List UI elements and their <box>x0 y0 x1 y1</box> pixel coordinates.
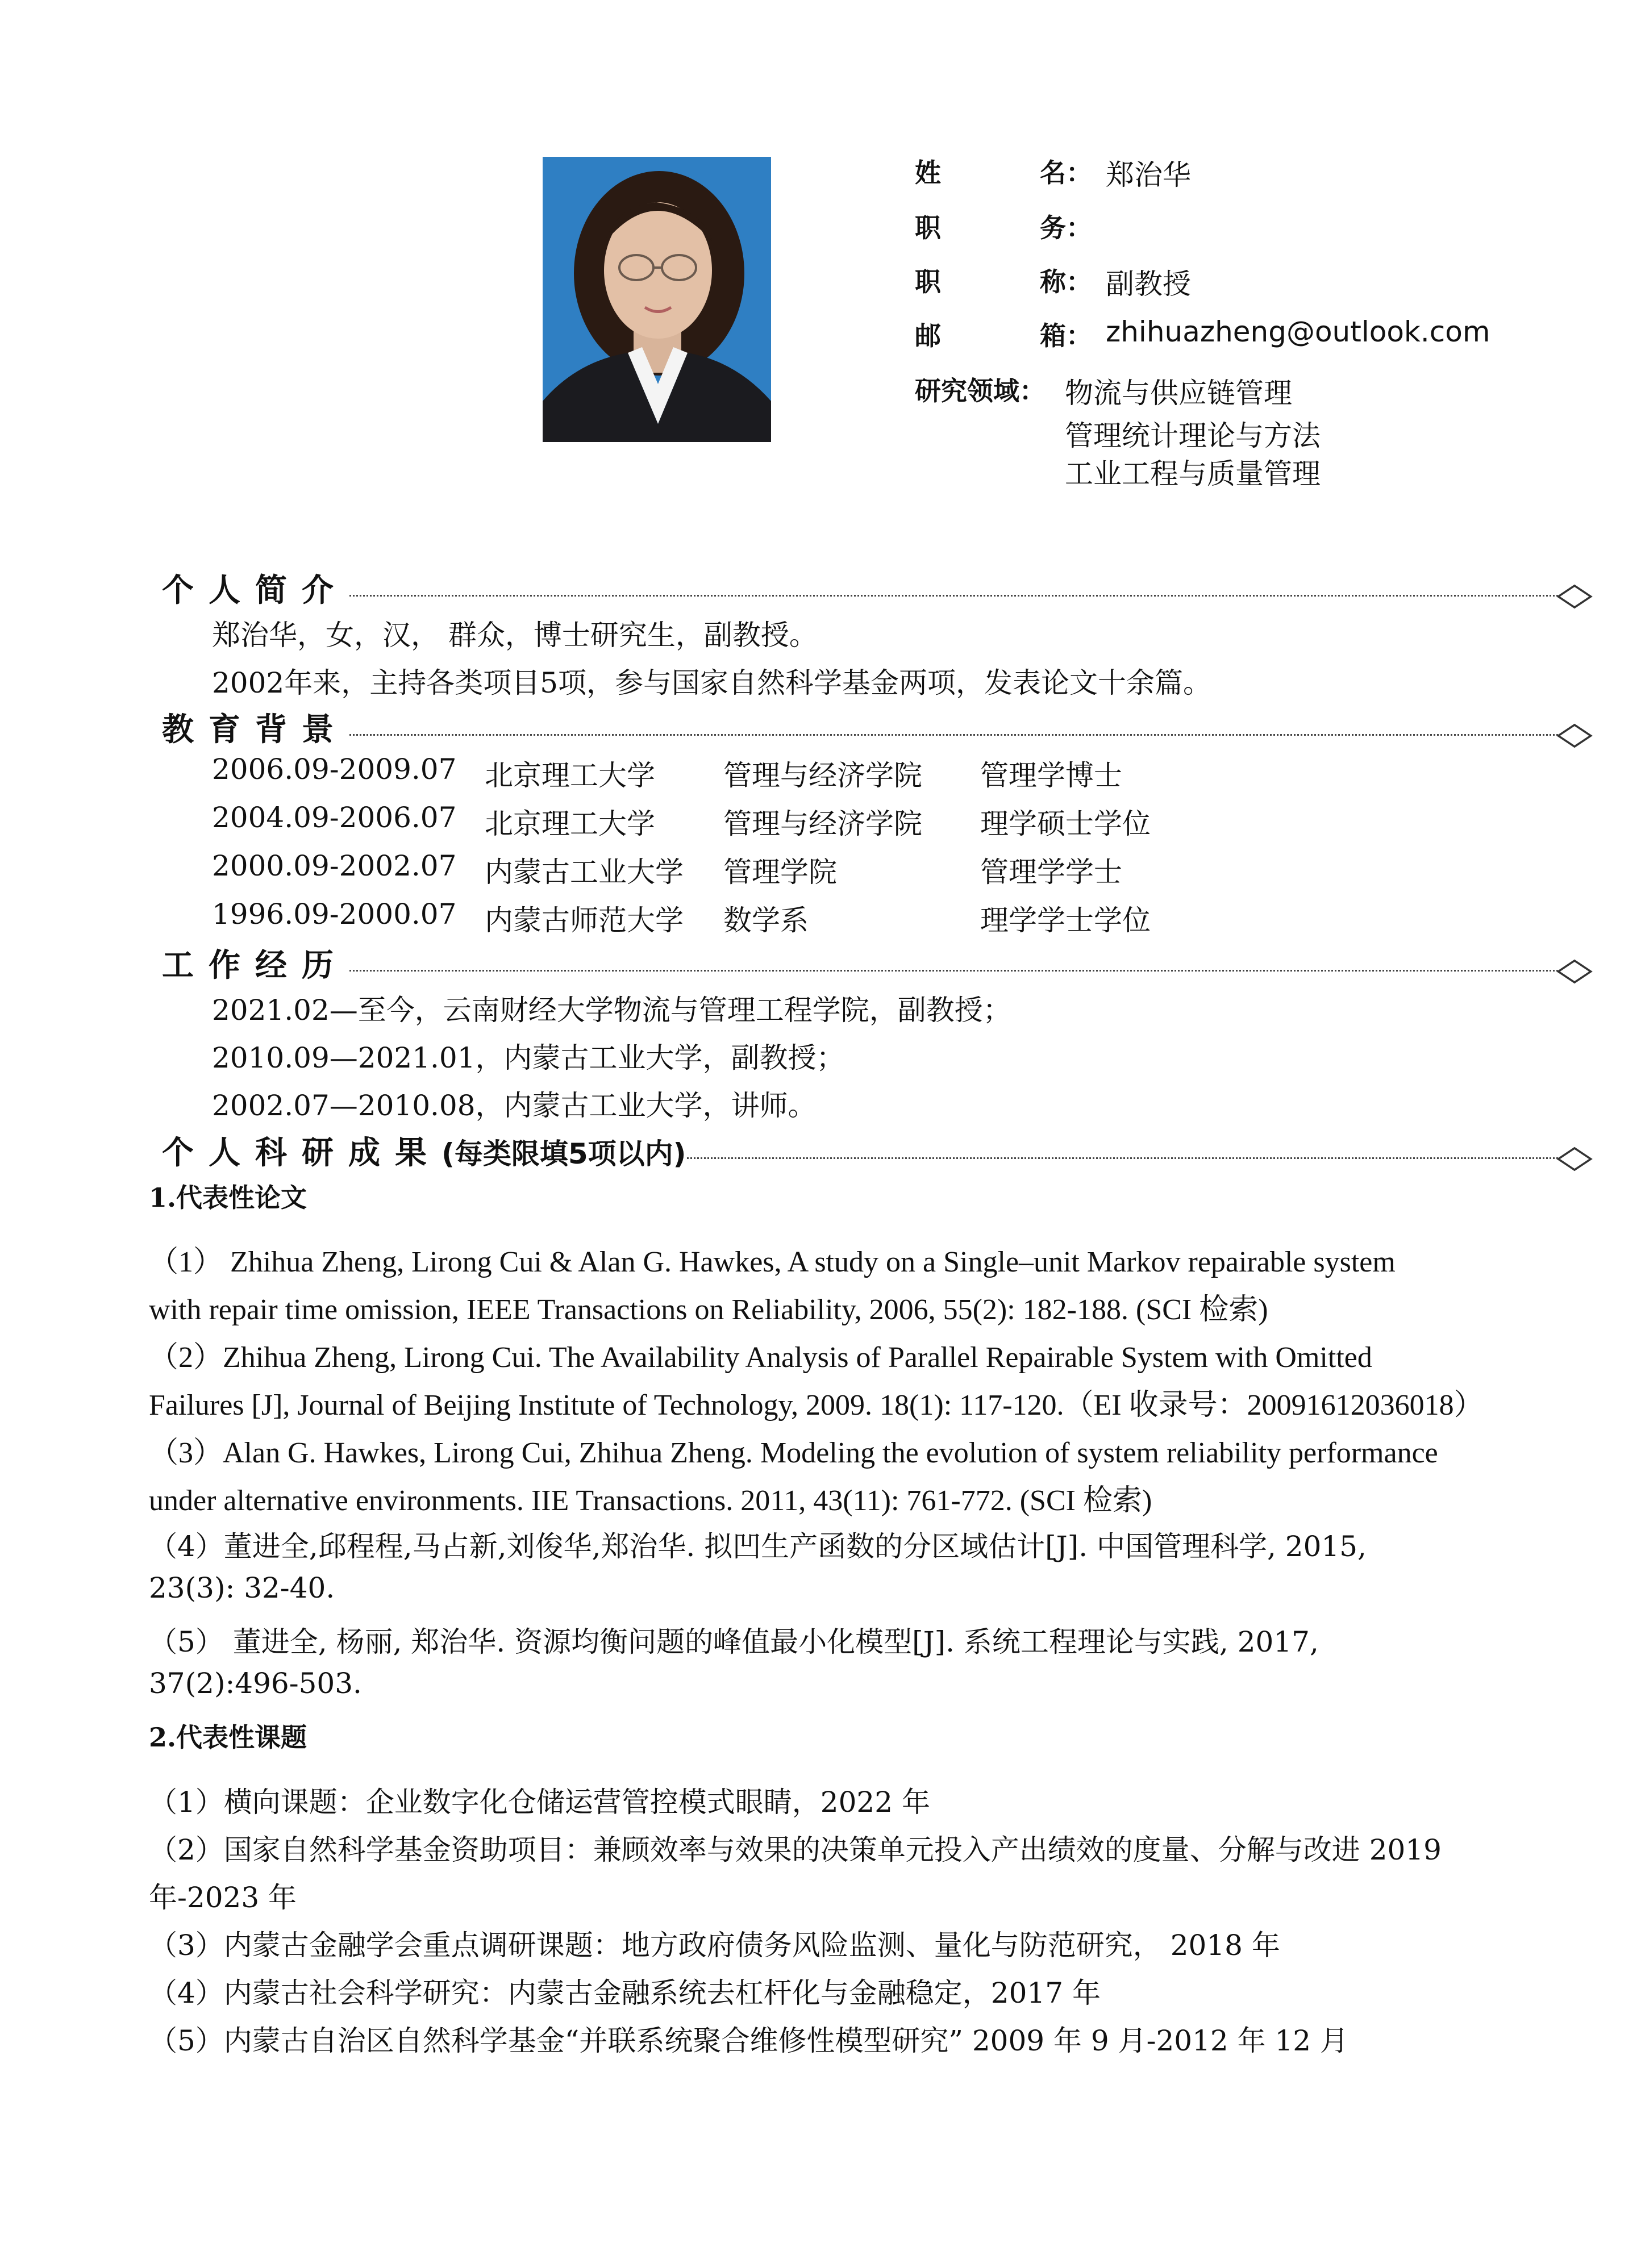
dotted-rule <box>162 595 1561 597</box>
name-label-char-2: 名： <box>1040 157 1092 188</box>
edu-period: 2006.09-2009.07 <box>212 753 457 786</box>
section-research-header <box>162 1128 1596 1171</box>
diamond-icon <box>1556 1147 1593 1171</box>
project-line: （5）内蒙古自治区自然科学基金“并联系统聚合维修性模型研究” 2009 年 9 月-2012 年 12 月 <box>149 2024 1349 2057</box>
paper-line: （2）Zhihua Zheng, Lirong Cui. The Availability Analysis of Parallel Repairable System with Omitted <box>149 1341 1372 1374</box>
section-title: 教育背景 <box>162 704 348 750</box>
title-label-char-2: 称： <box>1040 266 1092 297</box>
email-value[interactable]: zhihuazheng@outlook.com <box>1106 315 1490 348</box>
email-label-char-2: 箱： <box>1040 320 1092 351</box>
project-line: （4）内蒙古社会科学研究：内蒙古金融系统去杠杆化与金融稳定，2017 年 <box>149 1977 1101 2009</box>
intro-line: 郑治华，女，汉， 群众，博士研究生，副教授。 <box>212 619 818 652</box>
paper-line: （3）Alan G. Hawkes, Lirong Cui, Zhihua Zheng. Modeling the evolution of system reliability performance <box>149 1437 1438 1469</box>
edu-degree: 管理学博士 <box>980 759 1122 792</box>
research-area-item: 工业工程与质量管理 <box>1065 457 1321 490</box>
edu-school: 内蒙古师范大学 <box>485 904 684 937</box>
position-label-char-1: 职 <box>915 212 941 243</box>
edu-degree: 管理学学士 <box>980 856 1122 889</box>
email-label-char-1: 邮 <box>915 320 941 351</box>
research-area-item: 管理统计理论与方法 <box>1065 419 1321 452</box>
name-label-char-1: 姓 <box>915 157 941 188</box>
section-work-header <box>162 940 1596 984</box>
paper-line: （4）董进全,邱程程,马占新,刘俊华,郑治华. 拟凹生产函数的分区域估计[J]. 中国管理科学, 2015, <box>149 1530 1367 1563</box>
work-line: 2002.07—2010.08，内蒙古工业大学，讲师。 <box>212 1089 817 1122</box>
project-line: 年-2023 年 <box>149 1881 297 1914</box>
edu-degree: 理学硕士学位 <box>980 807 1151 840</box>
name-value: 郑治华 <box>1106 159 1191 191</box>
paper-line: under alternative environments. IIE Transactions. 2011, 43(11): 761-772. (SCI 检索) <box>149 1485 1152 1517</box>
section-title-text: 个人科研成果 <box>162 1135 442 1171</box>
project-line: （2）国家自然科学基金资助项目：兼顾效率与效果的决策单元投入产出绩效的度量、分解与改进 2019 <box>149 1833 1442 1866</box>
position-label-char-2: 务： <box>1040 212 1092 243</box>
diamond-icon <box>1556 585 1593 608</box>
diamond-icon <box>1556 960 1593 983</box>
research-area-item: 物流与供应链管理 <box>1065 377 1292 410</box>
paper-line: 23(3): 32-40. <box>149 1571 335 1604</box>
project-line: （3）内蒙古金融学会重点调研课题：地方政府债务风险监测、量化与防范研究， 2018 年 <box>149 1929 1280 1962</box>
section-title: 工作经历 <box>162 940 348 986</box>
work-line: 2021.02—至今，云南财经大学物流与管理工程学院，副教授； <box>212 994 1011 1027</box>
edu-period: 2004.09-2006.07 <box>212 801 457 834</box>
edu-dept: 管理与经济学院 <box>723 807 922 840</box>
diamond-icon <box>1556 724 1593 748</box>
edu-school: 内蒙古工业大学 <box>485 856 684 889</box>
portrait-photo <box>543 157 771 442</box>
edu-period: 1996.09-2000.07 <box>212 898 457 931</box>
portrait-icon <box>543 157 771 442</box>
paper-line: 37(2):496-503. <box>149 1667 362 1700</box>
section-title: 个人简介 <box>162 565 348 611</box>
section-title <box>162 1128 686 1173</box>
edu-dept: 管理与经济学院 <box>723 759 922 792</box>
paper-line: with repair time omission, IEEE Transactions on Reliability, 2006, 55(2): 182-188. (SCI 检索) <box>149 1294 1268 1326</box>
project-line: （1）横向课题：企业数字化仓储运营管控模式眼睛，2022 年 <box>149 1786 930 1819</box>
edu-dept: 管理学院 <box>723 856 837 889</box>
paper-line: （1） Zhihua Zheng, Lirong Cui & Alan G. Hawkes, A study on a Single–unit Markov repairable system <box>149 1246 1396 1278</box>
title-value: 副教授 <box>1106 268 1191 301</box>
paper-line: （5） 董进全, 杨丽, 郑治华. 资源均衡问题的峰值最小化模型[J]. 系统工程理论与实践, 2017, <box>149 1625 1319 1658</box>
edu-school: 北京理工大学 <box>485 759 655 792</box>
edu-dept: 数学系 <box>723 904 809 937</box>
research-areas-label: 研究领域： <box>915 376 1046 406</box>
dotted-rule <box>162 734 1561 736</box>
papers-heading: 1.代表性论文 <box>149 1182 307 1213</box>
edu-period: 2000.09-2002.07 <box>212 849 457 882</box>
work-line: 2010.09—2021.01，内蒙古工业大学，副教授； <box>212 1041 845 1074</box>
intro-line: 2002年来，主持各类项目5项，参与国家自然科学基金两项，发表论文十余篇。 <box>212 666 1212 699</box>
edu-degree: 理学学士学位 <box>980 904 1151 937</box>
projects-heading: 2.代表性课题 <box>149 1722 307 1753</box>
title-label-char-1: 职 <box>915 266 941 297</box>
section-education-header <box>162 704 1596 748</box>
section-title-note: (每类限填5项以内) <box>442 1137 686 1170</box>
dotted-rule <box>162 970 1561 972</box>
section-intro-header <box>162 565 1596 609</box>
edu-school: 北京理工大学 <box>485 807 655 840</box>
paper-line: Failures [J], Journal of Beijing Institute of Technology, 2009. 18(1): 117-120.（EI 收录号：20091612036018） <box>149 1389 1484 1421</box>
